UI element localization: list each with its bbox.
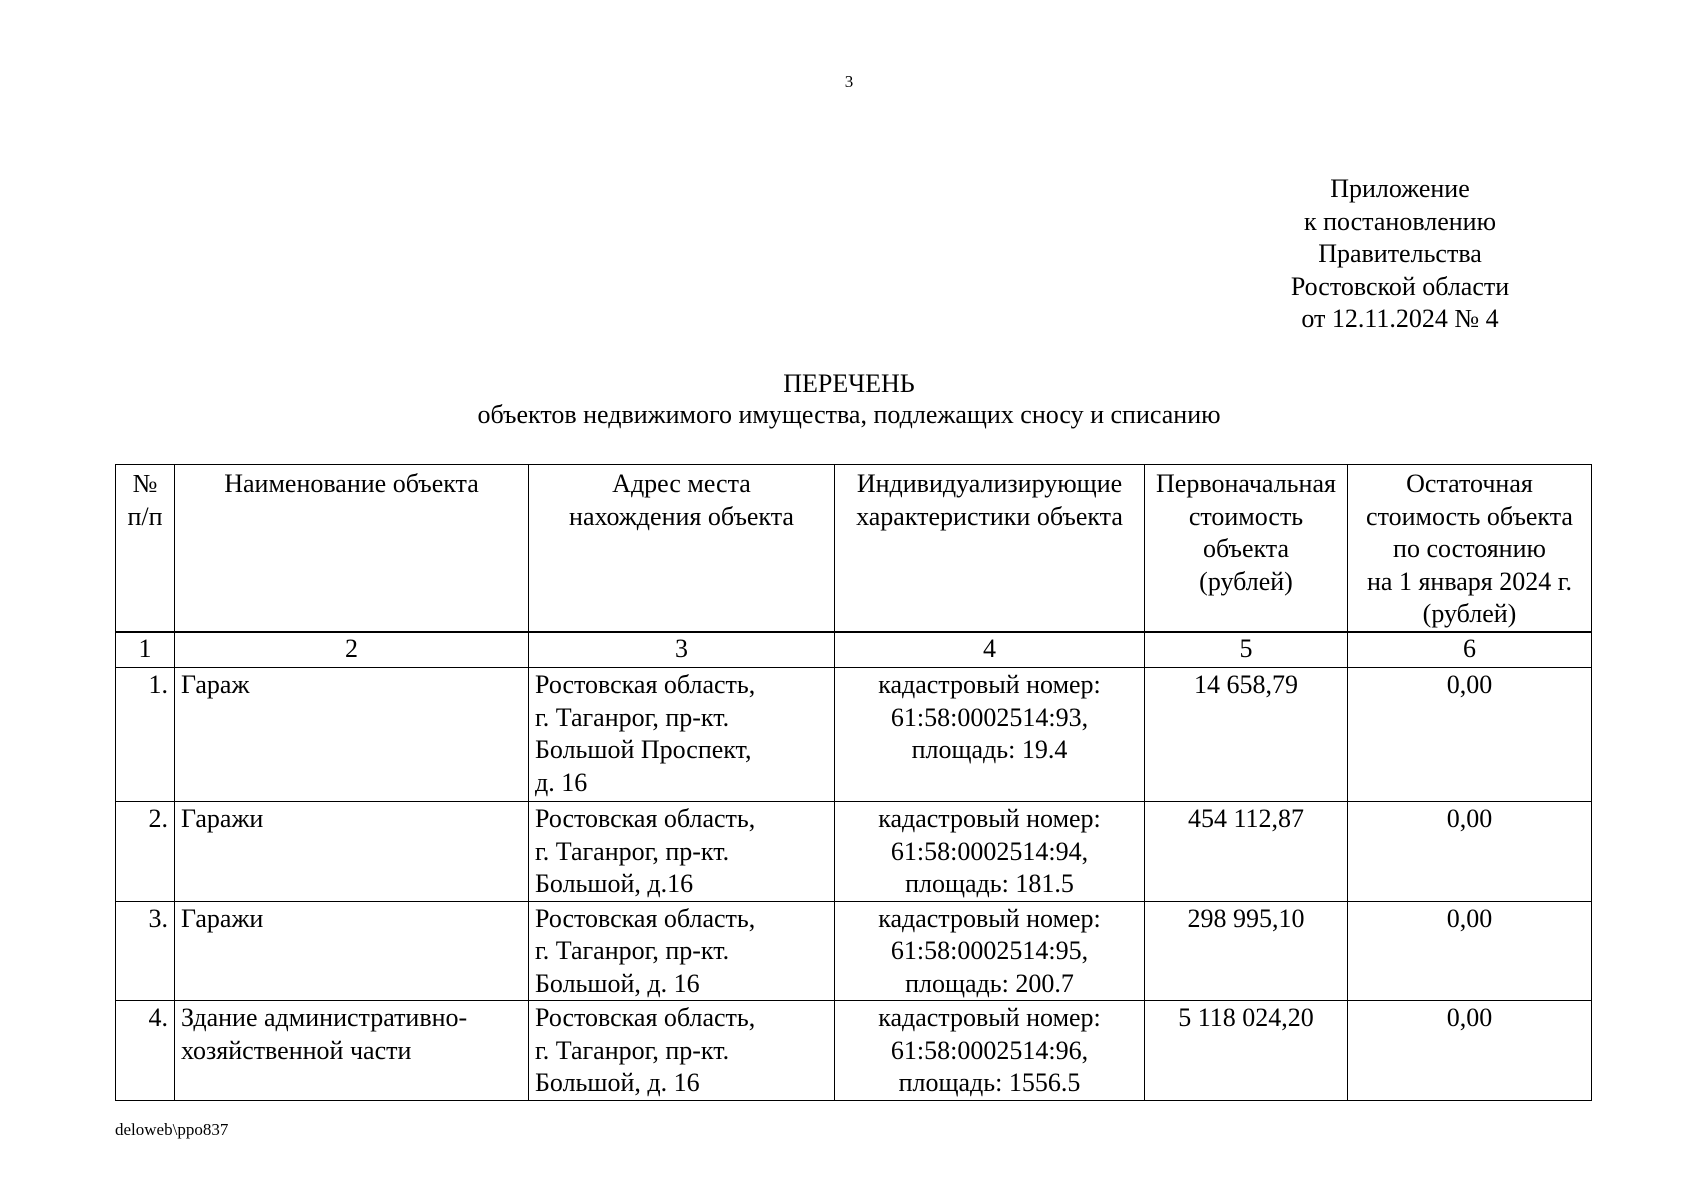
annex-line: к постановлению [1303, 206, 1497, 236]
object-name [175, 668, 529, 802]
residual-cost: 0,00 [1348, 668, 1592, 802]
characteristics-line: 61:58:0002514:93, [890, 702, 1089, 732]
object-name [175, 802, 529, 902]
header-text: № [132, 469, 158, 498]
header-cell-number [116, 465, 175, 633]
object-name-line: Гараж [181, 670, 250, 699]
header-cell-initial-cost [1145, 465, 1348, 633]
address-line: г. Таганрог, пр-кт. [535, 702, 730, 732]
annex-block [1240, 173, 1560, 336]
header-text: Наименование объекта [224, 469, 479, 498]
table-row [116, 802, 1592, 902]
header-cell-address [529, 465, 835, 633]
table-header-row [116, 465, 1592, 633]
header-text: (рублей) [1199, 566, 1293, 596]
characteristics-line: 61:58:0002514:96, [890, 1035, 1089, 1065]
object-address [529, 901, 835, 1001]
header-text: Адрес места [612, 469, 751, 498]
address-line: Большой, д.16 [535, 869, 694, 898]
characteristics-line: площадь: 181.5 [905, 869, 1074, 898]
row-number: 2. [116, 802, 175, 902]
header-text: объекта [1202, 534, 1290, 563]
header-text: (рублей) [1422, 599, 1517, 628]
column-number: 5 [1145, 632, 1348, 668]
characteristics-line: кадастровый номер: [878, 670, 1101, 699]
object-address [529, 1001, 835, 1101]
characteristics-line: кадастровый номер: [878, 804, 1101, 833]
residual-cost: 0,00 [1348, 901, 1592, 1001]
object-name [175, 1001, 529, 1101]
address-line: д. 16 [535, 767, 588, 797]
header-text: характеристики объекта [856, 501, 1123, 531]
characteristics-line: 61:58:0002514:94, [890, 836, 1089, 866]
characteristics-line: площадь: 19.4 [911, 735, 1068, 764]
title-heading: ПЕРЕЧЕНЬ [783, 369, 915, 398]
characteristics-line: кадастровый номер: [878, 903, 1101, 933]
header-text: Индивидуализирующие [856, 469, 1123, 498]
object-address [529, 668, 835, 802]
column-number: 1 [116, 632, 175, 668]
object-address [529, 802, 835, 902]
residual-cost: 0,00 [1348, 802, 1592, 902]
column-number: 3 [529, 632, 835, 668]
object-name [175, 901, 529, 1001]
header-text: Остаточная [1406, 469, 1533, 498]
address-line: Ростовская область, [535, 804, 756, 833]
annex-line: Ростовской области [1290, 271, 1510, 301]
address-line: г. Таганрог, пр-кт. [535, 1035, 730, 1065]
annex-line: Приложение [1330, 174, 1470, 203]
object-name-line: хозяйственной части [181, 1035, 412, 1065]
object-name-line: Здание административно- [181, 1003, 468, 1032]
address-line: г. Таганрог, пр-кт. [535, 936, 730, 965]
initial-cost: 298 995,10 [1145, 901, 1348, 1001]
annex-line: Правительства [1318, 239, 1482, 268]
title-subheading: объектов недвижимого имущества, подлежащих сносу и списанию [477, 400, 1221, 429]
table-row [116, 901, 1592, 1001]
initial-cost: 14 658,79 [1145, 668, 1348, 802]
characteristics-line: площадь: 200.7 [905, 968, 1074, 998]
header-text: Первоначальная [1156, 469, 1336, 498]
header-cell-name [175, 465, 529, 633]
table-row [116, 1001, 1592, 1101]
footer-doc-code: deloweb\ppo837 [115, 1120, 229, 1139]
row-number: 1. [116, 668, 175, 802]
row-number: 3. [116, 901, 175, 1001]
initial-cost: 5 118 024,20 [1145, 1001, 1348, 1101]
header-text: по состоянию [1393, 534, 1546, 563]
object-characteristics [835, 802, 1145, 902]
object-name-line: Гаражи [181, 903, 264, 933]
address-line: Ростовская область, [535, 903, 756, 933]
address-line: Большой Проспект, [535, 735, 752, 764]
initial-cost: 454 112,87 [1145, 802, 1348, 902]
column-number: 2 [175, 632, 529, 668]
header-text: нахождения объекта [569, 501, 794, 531]
characteristics-line: кадастровый номер: [878, 1003, 1101, 1032]
residual-cost: 0,00 [1348, 1001, 1592, 1101]
address-line: Ростовская область, [535, 670, 756, 699]
characteristics-line: 61:58:0002514:95, [890, 936, 1089, 965]
address-line: Большой, д. 16 [535, 968, 700, 998]
property-table [115, 464, 1592, 1101]
page-number: 3 [844, 72, 854, 91]
column-number: 4 [835, 632, 1145, 668]
header-text: п/п [127, 501, 163, 531]
header-cell-characteristics [835, 465, 1145, 633]
column-number: 6 [1348, 632, 1592, 668]
annex-line: от 12.11.2024 № 4 [1301, 304, 1499, 333]
address-line: г. Таганрог, пр-кт. [535, 836, 730, 866]
header-text: стоимость объекта [1366, 501, 1573, 531]
column-number-row [116, 632, 1592, 668]
document-title [0, 368, 1698, 430]
characteristics-line: площадь: 1556.5 [898, 1068, 1081, 1097]
row-number: 4. [116, 1001, 175, 1101]
header-text: на 1 января 2024 г. [1367, 566, 1572, 596]
object-characteristics [835, 1001, 1145, 1101]
object-characteristics [835, 668, 1145, 802]
table-row [116, 668, 1592, 802]
object-characteristics [835, 901, 1145, 1001]
address-line: Ростовская область, [535, 1003, 756, 1032]
header-text: стоимость [1188, 501, 1304, 531]
header-cell-residual-cost [1348, 465, 1592, 633]
address-line: Большой, д. 16 [535, 1068, 700, 1097]
object-name-line: Гаражи [181, 804, 264, 833]
